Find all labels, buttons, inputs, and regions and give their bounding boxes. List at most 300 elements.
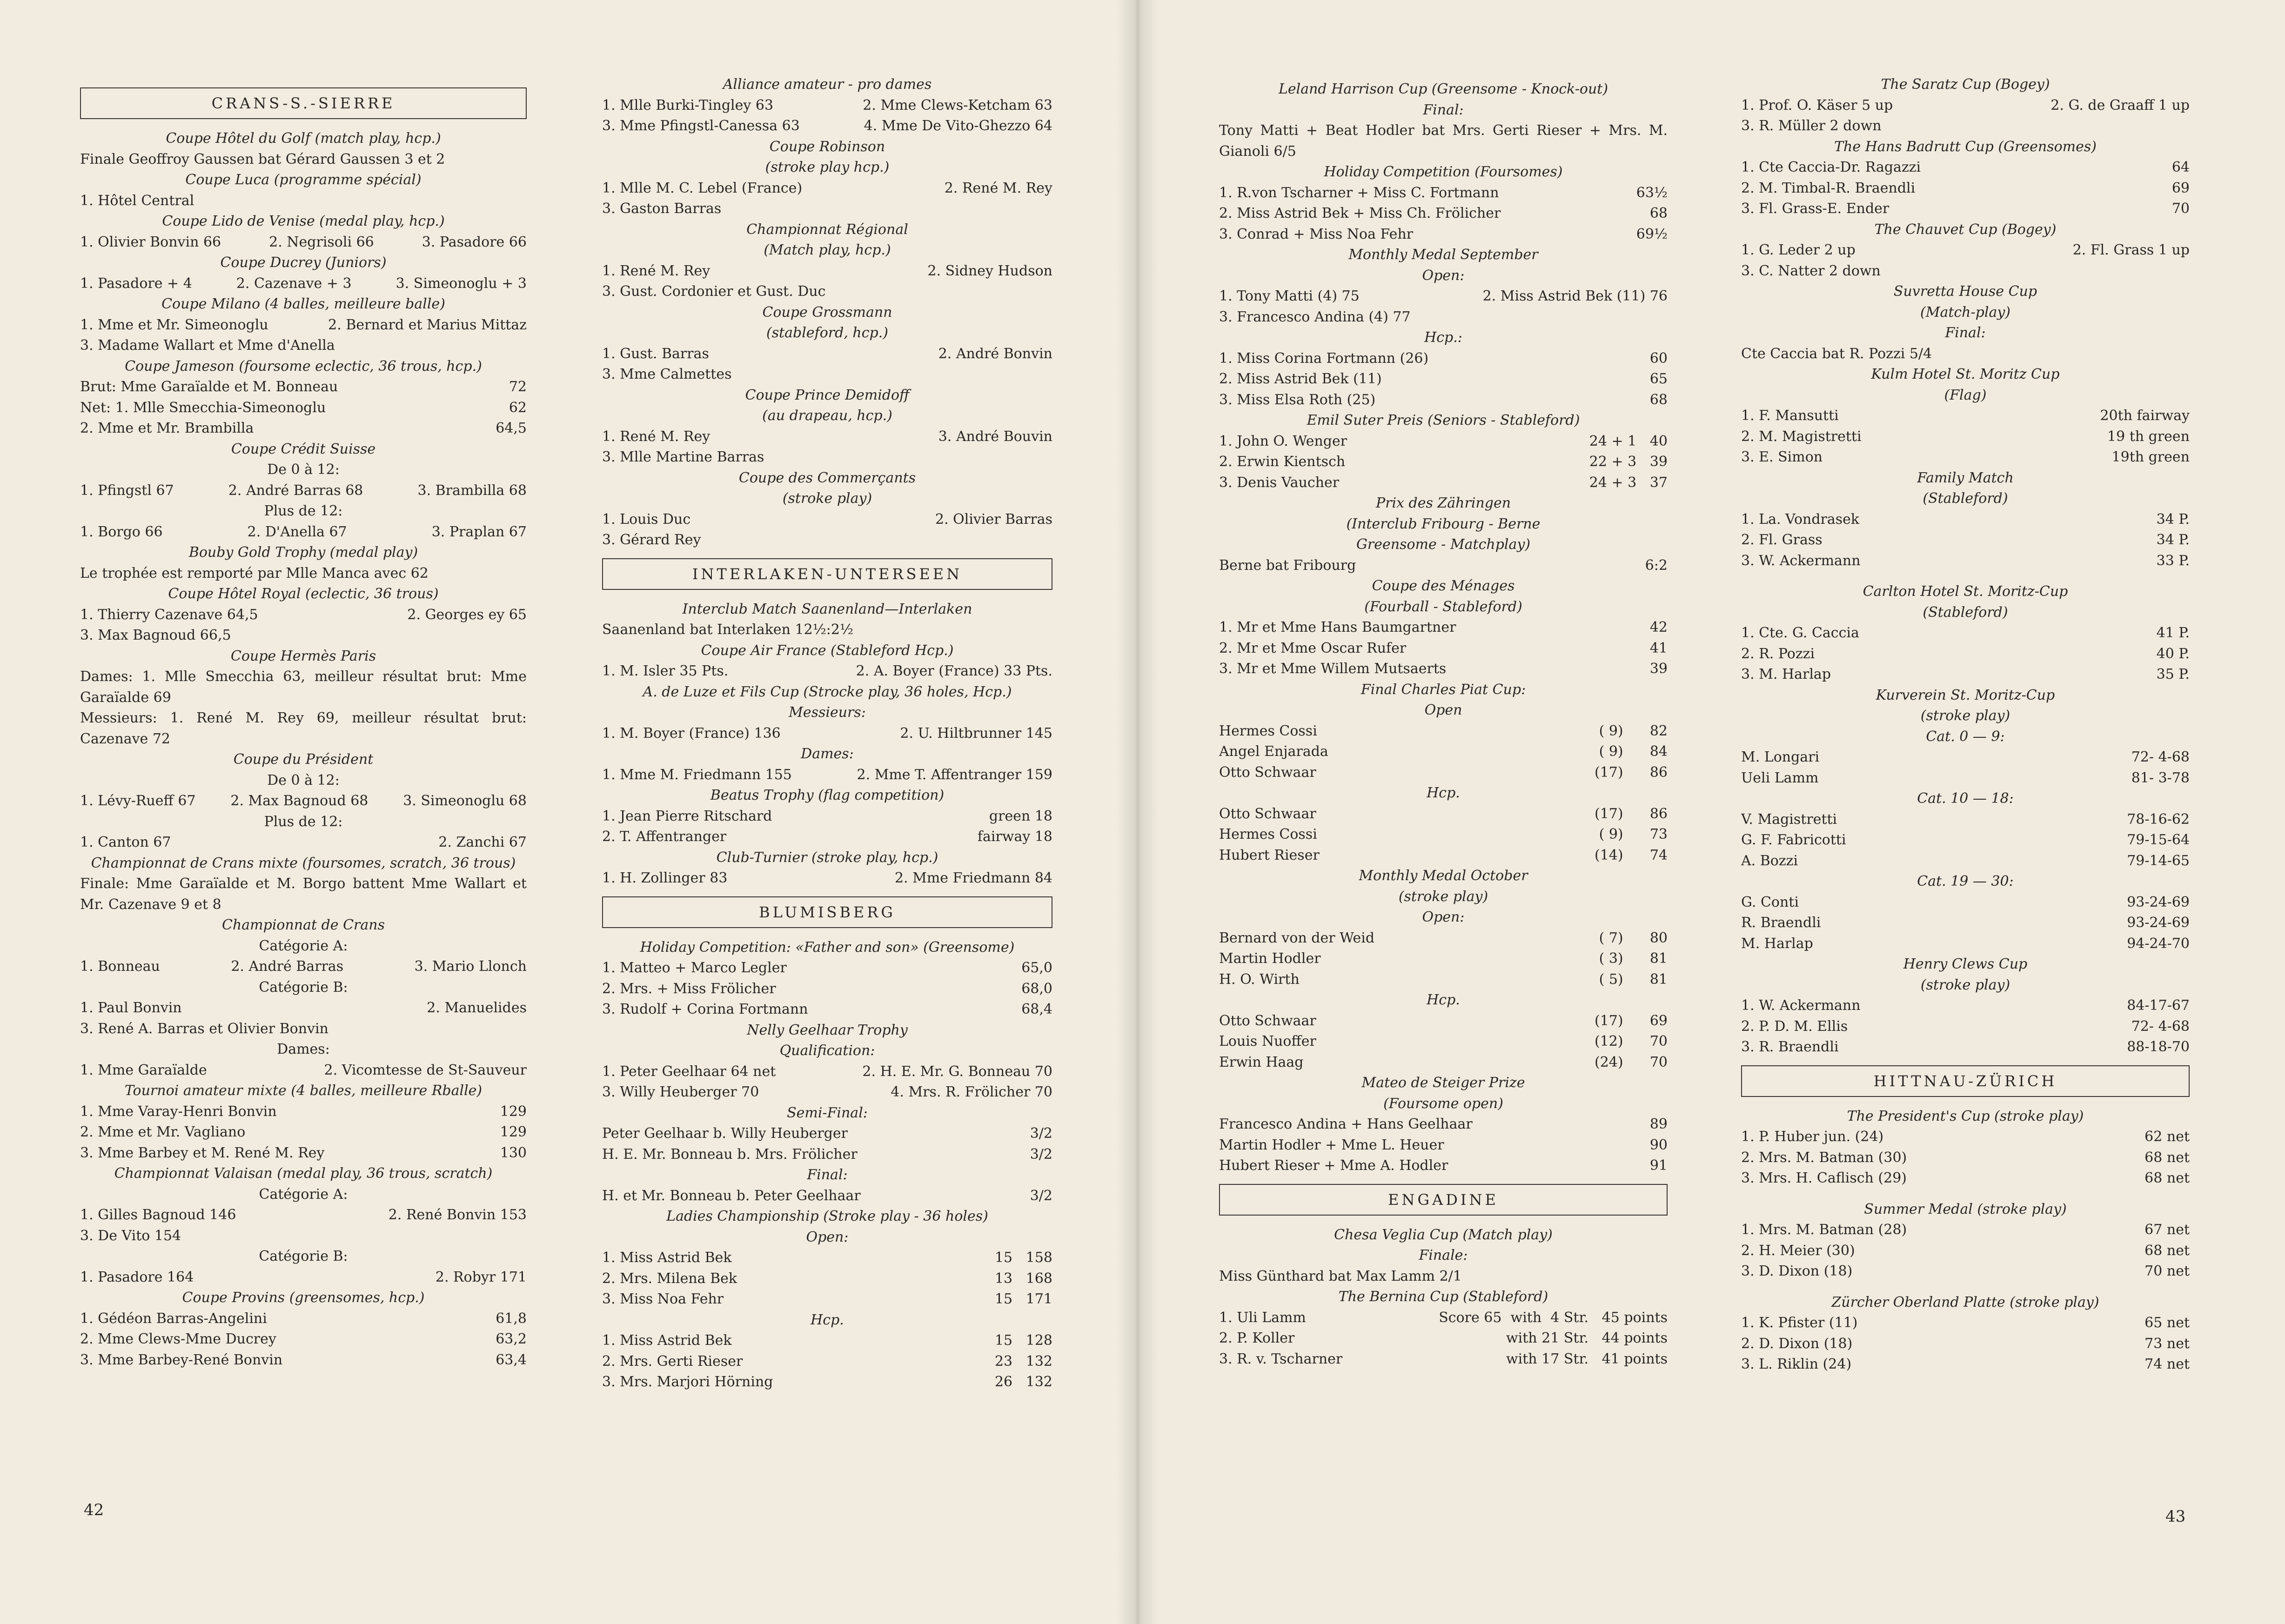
- result-line: [1219, 1308, 1668, 1329]
- line-text: Coupe Milano (4 balles, meilleure balle): [161, 296, 445, 312]
- line-text: R. Braendli: [1741, 915, 1821, 931]
- result-line: [1219, 762, 1668, 783]
- category-label: [80, 1039, 527, 1060]
- result-line: [1219, 659, 1668, 680]
- line-text: 2. Erwin Kientsch: [1219, 454, 1346, 470]
- score-value: ( 5) 81: [1599, 971, 1668, 988]
- line-text: 3. M. Harlap: [1741, 666, 1831, 682]
- result-line: [80, 1019, 527, 1040]
- result-line: [80, 1122, 527, 1143]
- line-text: 1. P. Huber jun. (24): [1741, 1129, 1884, 1145]
- line-text: (stroke play hcp.): [765, 159, 890, 175]
- spacer: [1741, 1282, 2190, 1292]
- line-text: 3. Gust. Cordonier et Gust. Duc: [602, 283, 826, 300]
- competition-title: [1219, 597, 1668, 618]
- category-label: [80, 501, 527, 522]
- line-text: Tony Matti + Beat Hodler bat Mrs. Gerti Rieser + Mrs. M. Gianoli 6/5: [1219, 122, 1668, 160]
- competition-title: [602, 1310, 1052, 1331]
- line-text: The Saratz Cup (Bogey): [1881, 76, 2050, 93]
- line-text: Hcp.:: [1424, 329, 1462, 346]
- line-text: 3. W. Ackermann: [1741, 552, 1861, 569]
- score-value: 65: [1649, 371, 1668, 387]
- line-text: Final:: [1423, 101, 1464, 118]
- line-text: Catégorie B:: [259, 1248, 348, 1264]
- line-text: (stroke play): [1398, 888, 1488, 905]
- result-entry: 1. Pasadore 164: [80, 1269, 194, 1285]
- line-text: 1. Mme Varay-Henri Bonvin: [80, 1103, 277, 1120]
- result-line: [80, 1329, 527, 1350]
- result-line: [1219, 286, 1668, 307]
- line-text: A. Bozzi: [1741, 852, 1798, 869]
- result-entry: 1. Peter Geelhaar 64 net: [602, 1063, 776, 1080]
- line-text: 3. Gaston Barras: [602, 200, 722, 217]
- line-text: Beatus Trophy (flag competition): [710, 787, 945, 803]
- competition-title: [1219, 1094, 1668, 1115]
- score-value: 65,0: [1021, 960, 1052, 976]
- line-text: H. et Mr. Bonneau b. Peter Geelhaar: [602, 1187, 861, 1204]
- result-entry: 1. Canton 67: [80, 834, 171, 850]
- competition-title: [1219, 493, 1668, 514]
- result-entry: 2. René M. Rey: [944, 180, 1052, 196]
- result-line: [80, 956, 527, 977]
- result-entry: 3. Pasadore 66: [422, 234, 527, 250]
- line-text: Cte Caccia bat R. Pozzi 5/4: [1741, 345, 1932, 362]
- competition-title: [80, 584, 527, 605]
- result-entry: 2. Fl. Grass 1 up: [2072, 242, 2190, 258]
- score-value: 26 132: [994, 1374, 1052, 1390]
- line-text: Otto Schwaar: [1219, 764, 1316, 781]
- result-entry: 2. Manuelides: [427, 1000, 527, 1016]
- result-entry: 1. Mme et Mr. Simeonoglu: [80, 316, 268, 333]
- result-line: [1219, 431, 1668, 452]
- line-text: Championnat de Crans mixte (foursomes, scratch, 36 trous): [91, 855, 516, 871]
- line-text: 3. Mme Calmettes: [602, 366, 732, 382]
- score-value: ( 9) 82: [1599, 722, 1668, 739]
- competition-title: [602, 157, 1052, 178]
- line-text: Coupe des Commerçants: [738, 469, 916, 486]
- result-line: [80, 522, 527, 543]
- result-line: [602, 979, 1052, 1000]
- result-line: [1741, 747, 2190, 768]
- result-line: [1219, 742, 1668, 762]
- result-line: [602, 178, 1052, 199]
- line-text: A. de Luze et Fils Cup (Strocke play, 36 holes, Hcp.): [643, 683, 1012, 700]
- score-value: (14) 74: [1595, 847, 1668, 863]
- score-value: 24 + 3 37: [1589, 474, 1668, 491]
- line-text: Final:: [807, 1167, 848, 1183]
- line-text: 3. L. Riklin (24): [1741, 1356, 1852, 1372]
- result-line: [1741, 261, 2190, 282]
- result-line: [1741, 240, 2190, 261]
- result-line: [80, 149, 527, 170]
- line-text: Open: [1424, 702, 1462, 718]
- result-line: [80, 481, 527, 501]
- result-line: [602, 1351, 1052, 1372]
- competition-title: [1741, 685, 2190, 706]
- competition-title: [602, 937, 1052, 958]
- line-text: 2. Mme et Mr. Brambilla: [80, 420, 254, 436]
- result-line: [1741, 1261, 2190, 1282]
- score-value: 81- 3-78: [2131, 769, 2190, 786]
- score-value: 63,4: [496, 1351, 527, 1368]
- score-value: 42: [1649, 619, 1668, 635]
- result-line: [602, 1248, 1052, 1269]
- line-text: 2. T. Affentranger: [602, 829, 727, 845]
- result-entry: 2. A. Boyer (France) 33 Pts.: [856, 663, 1052, 679]
- result-line: [1741, 664, 2190, 685]
- score-value: 129: [500, 1103, 527, 1120]
- line-text: Nelly Geelhaar Trophy: [747, 1022, 908, 1038]
- competition-title: [80, 1288, 527, 1309]
- result-line: [1741, 447, 2190, 468]
- result-line: [1219, 824, 1668, 845]
- score-value: 24 + 1 40: [1589, 433, 1668, 449]
- line-text: Francesco Andina + Hans Geelhaar: [1219, 1116, 1473, 1132]
- result-entry: 3. Willy Heuberger 70: [602, 1084, 759, 1100]
- line-text: Coupe Robinson: [769, 138, 885, 155]
- competition-title: [602, 599, 1052, 620]
- result-entry: 1. Pfingstl 67: [80, 482, 174, 499]
- line-text: Zürcher Oberland Platte (stroke play): [1831, 1294, 2099, 1310]
- line-text: Angel Enjarada: [1219, 743, 1328, 760]
- line-text: 3. Rudolf + Corina Fortmann: [602, 1001, 808, 1017]
- line-text: 2. Mrs. Gerti Rieser: [602, 1353, 743, 1370]
- line-text: Coupe des Ménages: [1372, 578, 1515, 594]
- line-text: Championnat Régional: [746, 221, 908, 238]
- result-entry: 2. Robyr 171: [435, 1269, 527, 1285]
- line-text: Hermes Cossi: [1219, 826, 1317, 842]
- section-heading: ENGADINE: [1219, 1184, 1668, 1216]
- line-text: The Hans Badrutt Cup (Greensomes): [1834, 138, 2097, 155]
- result-entry: 1. Tony Matti (4) 75: [1219, 288, 1360, 304]
- result-line: [80, 1350, 527, 1371]
- result-line: [80, 605, 527, 626]
- score-value: 68: [1649, 205, 1668, 221]
- score-value: 15 128: [994, 1332, 1052, 1349]
- line-text: 3. De Vito 154: [80, 1227, 181, 1244]
- competition-title: [602, 385, 1052, 406]
- result-line: [1741, 1168, 2190, 1189]
- line-text: (Stableford): [1923, 604, 2008, 621]
- result-line: [1219, 203, 1668, 224]
- line-text: Dames: 1. Mlle Smecchia 63, meilleur résultat brut: Mme Garaïalde 69: [80, 668, 527, 706]
- competition-title: [1741, 581, 2190, 602]
- competition-title: [80, 853, 527, 874]
- result-paragraph: [1219, 120, 1668, 162]
- line-text: 3. Fl. Grass-E. Ender: [1741, 200, 1890, 217]
- competition-title: [1741, 602, 2190, 623]
- line-text: Kurverein St. Moritz-Cup: [1876, 687, 2055, 703]
- score-value: ( 3) 81: [1599, 950, 1668, 967]
- competition-title: [1219, 266, 1668, 287]
- line-text: Chesa Veglia Cup (Match play): [1334, 1226, 1553, 1243]
- result-line: [602, 1289, 1052, 1310]
- line-text: 3. R. Müller 2 down: [1741, 118, 1882, 134]
- result-line: [1219, 1052, 1668, 1073]
- result-entry: 3. Brambilla 68: [417, 482, 527, 499]
- result-entry: 1. H. Zollinger 83: [602, 870, 728, 886]
- result-line: [602, 344, 1052, 365]
- score-value: 15 158: [994, 1250, 1052, 1266]
- line-text: Suvretta House Cup: [1893, 283, 2037, 300]
- line-text: Family Match: [1917, 469, 2014, 486]
- section-heading: CRANS-S.-SIERRE: [80, 87, 527, 119]
- spacer: [1741, 571, 2190, 581]
- result-entry: 2. H. E. Mr. G. Bonneau 70: [862, 1063, 1052, 1080]
- result-line: [602, 1269, 1052, 1290]
- line-text: Coupe Provins (greensomes, hcp.): [182, 1290, 425, 1306]
- spacer: [1741, 1189, 2190, 1199]
- competition-title: [1219, 1073, 1668, 1094]
- score-value: 39: [1649, 661, 1668, 677]
- result-line: [1741, 809, 2190, 830]
- competition-title: [602, 302, 1052, 323]
- result-entry: 3. Praplan 67: [431, 523, 527, 540]
- result-line: [1219, 1349, 1668, 1370]
- result-entry: 2. Negrisoli 66: [269, 234, 374, 250]
- line-text: 2. Mrs. Milena Bek: [602, 1270, 737, 1287]
- result-line: [1741, 427, 2190, 448]
- line-text: Kulm Hotel St. Moritz Cup: [1871, 366, 2060, 382]
- line-text: Coupe Hermès Paris: [230, 648, 376, 664]
- result-line: [1219, 638, 1668, 659]
- line-text: Coupe Hôtel du Golf (match play, hcp.): [166, 130, 441, 147]
- result-entry: 2. André Bonvin: [938, 345, 1052, 362]
- score-value: 22 + 3 39: [1589, 454, 1668, 470]
- score-value: 70 net: [2144, 1263, 2190, 1279]
- line-text: Finale Geoffroy Gaussen bat Gérard Gaussen 3 et 2: [80, 151, 445, 167]
- score-value: 15 171: [994, 1291, 1052, 1307]
- line-text: Leland Harrison Cup (Greensome - Knock-out): [1278, 81, 1608, 97]
- result-line: [1741, 1148, 2190, 1169]
- line-text: 1. K. Pfister (11): [1741, 1315, 1858, 1331]
- section-heading: BLUMISBERG: [602, 896, 1052, 928]
- result-line: [1741, 892, 2190, 913]
- result-line: [1741, 178, 2190, 199]
- competition-title: [1219, 783, 1668, 804]
- line-text: 1. Mrs. M. Batman (28): [1741, 1222, 1907, 1238]
- result-entry: 2. Mme T. Affentranger 159: [857, 766, 1052, 783]
- competition-title: [1219, 907, 1668, 928]
- line-text: Coupe Luca (programme spécial): [185, 172, 422, 188]
- competition-title: [1741, 975, 2190, 996]
- line-text: Coupe Hôtel Royal (eclectic, 36 trous): [168, 586, 439, 602]
- line-text: Mateo de Steiger Prize: [1361, 1075, 1525, 1091]
- result-paragraph: [80, 667, 527, 708]
- category-label: [80, 812, 527, 833]
- line-text: 3. Gérard Rey: [602, 532, 701, 548]
- line-text: Open:: [1422, 267, 1465, 284]
- line-text: Coupe Lido de Venise (medal play, hcp.): [162, 213, 445, 229]
- line-text: 3. R. v. Tscharner: [1219, 1350, 1343, 1367]
- page-number-left: 42: [84, 1501, 104, 1519]
- line-text: (Flag): [1944, 387, 1987, 403]
- score-value: ( 9) 73: [1599, 826, 1668, 842]
- line-text: (Stableford): [1923, 490, 2008, 507]
- score-value: (17) 86: [1595, 764, 1668, 781]
- score-value: 62: [509, 399, 527, 416]
- competition-title: [1741, 220, 2190, 241]
- line-text: Finale:: [1419, 1247, 1468, 1263]
- competition-title: [80, 294, 527, 315]
- result-line: [1741, 851, 2190, 872]
- line-text: Tournoi amateur mixte (4 balles, meilleure Rballe): [124, 1083, 482, 1099]
- line-text: Finale: Mme Garaïalde et M. Borgo battent Mme Wallart et Mr. Cazenave 9 et 8: [80, 875, 527, 913]
- category-label: [80, 936, 527, 957]
- result-entry: 1. Thierry Cazenave 64,5: [80, 606, 258, 623]
- result-line: [1219, 1266, 1668, 1287]
- competition-title: [1219, 887, 1668, 908]
- result-line: [1219, 721, 1668, 742]
- line-text: 3. R. Braendli: [1741, 1039, 1839, 1055]
- line-text: 3. Mrs. Marjori Hörning: [602, 1374, 773, 1390]
- result-line: [1741, 509, 2190, 530]
- line-text: 1. Matteo + Marco Legler: [602, 960, 787, 976]
- line-text: Monthly Medal October: [1359, 868, 1528, 884]
- line-text: Emil Suter Preis (Seniors - Stableford): [1307, 412, 1580, 428]
- column-2: [602, 74, 1052, 1393]
- competition-title: [1219, 79, 1668, 100]
- result-line: [602, 1372, 1052, 1393]
- result-entry: 1. Mlle M. C. Lebel (France): [602, 180, 803, 196]
- score-value: 78-16-62: [2127, 811, 2190, 828]
- line-text: Championnat Valaisan (medal play, 36 trous, scratch): [114, 1165, 493, 1182]
- score-value: 74 net: [2144, 1356, 2190, 1372]
- result-line: [602, 958, 1052, 979]
- score-value: 129: [500, 1124, 527, 1140]
- result-entry: 3. Simeonoglu + 3: [395, 275, 527, 292]
- result-line: [80, 418, 527, 439]
- line-text: Berne bat Fribourg: [1219, 557, 1356, 574]
- result-entry: 1. Borgo 66: [80, 523, 163, 540]
- result-line: [80, 232, 527, 253]
- result-line: [80, 335, 527, 356]
- competition-title: [1219, 245, 1668, 266]
- competition-title: [602, 702, 1052, 723]
- score-value: 65 net: [2144, 1315, 2190, 1331]
- section-heading: HITTNAU-ZÜRICH: [1741, 1065, 2190, 1097]
- competition-title: [80, 915, 527, 936]
- score-value: 6:2: [1645, 557, 1668, 574]
- score-value: 68: [1649, 391, 1668, 408]
- result-line: [1741, 1127, 2190, 1148]
- line-text: Coupe Crédit Suisse: [231, 441, 376, 457]
- line-text: Peter Geelhaar b. Willy Heuberger: [602, 1125, 848, 1142]
- result-line: [1219, 369, 1668, 390]
- score-value: 60: [1649, 350, 1668, 367]
- line-text: Prix des Zähringen: [1375, 495, 1511, 511]
- score-value: ( 9) 84: [1599, 743, 1668, 760]
- competition-title: [1219, 576, 1668, 597]
- result-line: [1741, 1037, 2190, 1058]
- result-entry: 2. Mme Friedmann 84: [894, 870, 1052, 886]
- result-entry: 2. G. de Graaff 1 up: [2050, 97, 2190, 114]
- result-entry: 1. Olivier Bonvin 66: [80, 234, 221, 250]
- score-value: 72: [509, 379, 527, 395]
- result-line: [1741, 913, 2190, 934]
- competition-title: [602, 406, 1052, 427]
- score-value: (17) 86: [1595, 805, 1668, 822]
- score-value: 68 net: [2144, 1170, 2190, 1186]
- competition-title: [1219, 680, 1668, 701]
- result-line: [1219, 617, 1668, 638]
- line-text: 3. Miss Elsa Roth (25): [1219, 391, 1376, 408]
- line-text: Cat. 0 — 9:: [1926, 728, 2005, 745]
- competition-title: [80, 1163, 527, 1184]
- competition-title: [80, 439, 527, 460]
- score-value: 41 P.: [2156, 625, 2190, 641]
- result-line: [80, 1143, 527, 1164]
- result-line: [602, 509, 1052, 530]
- line-text: Erwin Haag: [1219, 1054, 1304, 1070]
- competition-title: [1741, 74, 2190, 95]
- result-line: [1741, 623, 2190, 644]
- line-text: 1. Uli Lamm: [1219, 1309, 1306, 1326]
- line-text: 2. H. Meier (30): [1741, 1242, 1855, 1259]
- score-value: (24) 70: [1595, 1054, 1668, 1070]
- score-value: (12) 70: [1595, 1033, 1668, 1049]
- section-heading: INTERLAKEN-UNTERSEEN: [602, 558, 1052, 590]
- line-text: Otto Schwaar: [1219, 1012, 1316, 1029]
- line-text: Hcp.: [1427, 992, 1460, 1008]
- result-line: [602, 827, 1052, 848]
- result-entry: 1. René M. Rey: [602, 428, 710, 445]
- competition-title: [1741, 302, 2190, 323]
- score-value: 68,0: [1021, 980, 1052, 997]
- line-text: 3. Mlle Martine Barras: [602, 449, 764, 465]
- line-text: Plus de 12:: [264, 503, 343, 519]
- result-entry: 1. G. Leder 2 up: [1741, 242, 1856, 258]
- result-line: [1741, 95, 2190, 116]
- result-line: [602, 116, 1052, 137]
- result-line: [80, 377, 527, 398]
- line-text: Dames:: [801, 746, 854, 762]
- line-text: Catégorie B:: [259, 979, 348, 996]
- result-line: [602, 261, 1052, 282]
- result-line: [1741, 199, 2190, 220]
- page-number-right: 43: [2165, 1507, 2186, 1526]
- line-text: 2. M. Timbal-R. Braendli: [1741, 180, 1916, 196]
- result-line: [1219, 555, 1668, 576]
- line-text: Miss Günthard bat Max Lamm 2/1: [1219, 1268, 1462, 1284]
- line-text: Saanenland bat Interlaken 12½:2½: [602, 622, 854, 638]
- line-text: Martin Hodler: [1219, 950, 1321, 967]
- line-text: The Bernina Cup (Stableford): [1338, 1289, 1548, 1305]
- result-entry: 2. Mme Clews-Ketcham 63: [863, 97, 1052, 114]
- line-text: G. F. Fabricotti: [1741, 832, 1846, 848]
- result-line: [1741, 116, 2190, 137]
- line-text: 1. W. Ackermann: [1741, 997, 1861, 1014]
- competition-title: [602, 468, 1052, 489]
- result-line: [1741, 996, 2190, 1016]
- result-line: [80, 791, 527, 812]
- score-value: 93-24-69: [2127, 915, 2190, 931]
- score-value: 62 net: [2144, 1129, 2190, 1145]
- line-text: 1. Hôtel Central: [80, 192, 194, 209]
- result-entry: 2. D'Anella 67: [247, 523, 347, 540]
- line-text: Alliance amateur - pro dames: [723, 76, 932, 93]
- score-value: ( 7) 80: [1599, 929, 1668, 946]
- competition-title: [80, 646, 527, 667]
- result-line: [80, 832, 527, 853]
- score-value: 33 P.: [2156, 552, 2190, 569]
- score-value: 69: [2171, 180, 2190, 196]
- line-text: 3. Max Bagnoud 66,5: [80, 627, 231, 643]
- score-value: 64,5: [496, 420, 527, 436]
- line-text: 1. Mr et Mme Hans Baumgartner: [1219, 619, 1456, 635]
- result-line: [1219, 804, 1668, 825]
- line-text: 1. Miss Corina Fortmann (26): [1219, 350, 1429, 367]
